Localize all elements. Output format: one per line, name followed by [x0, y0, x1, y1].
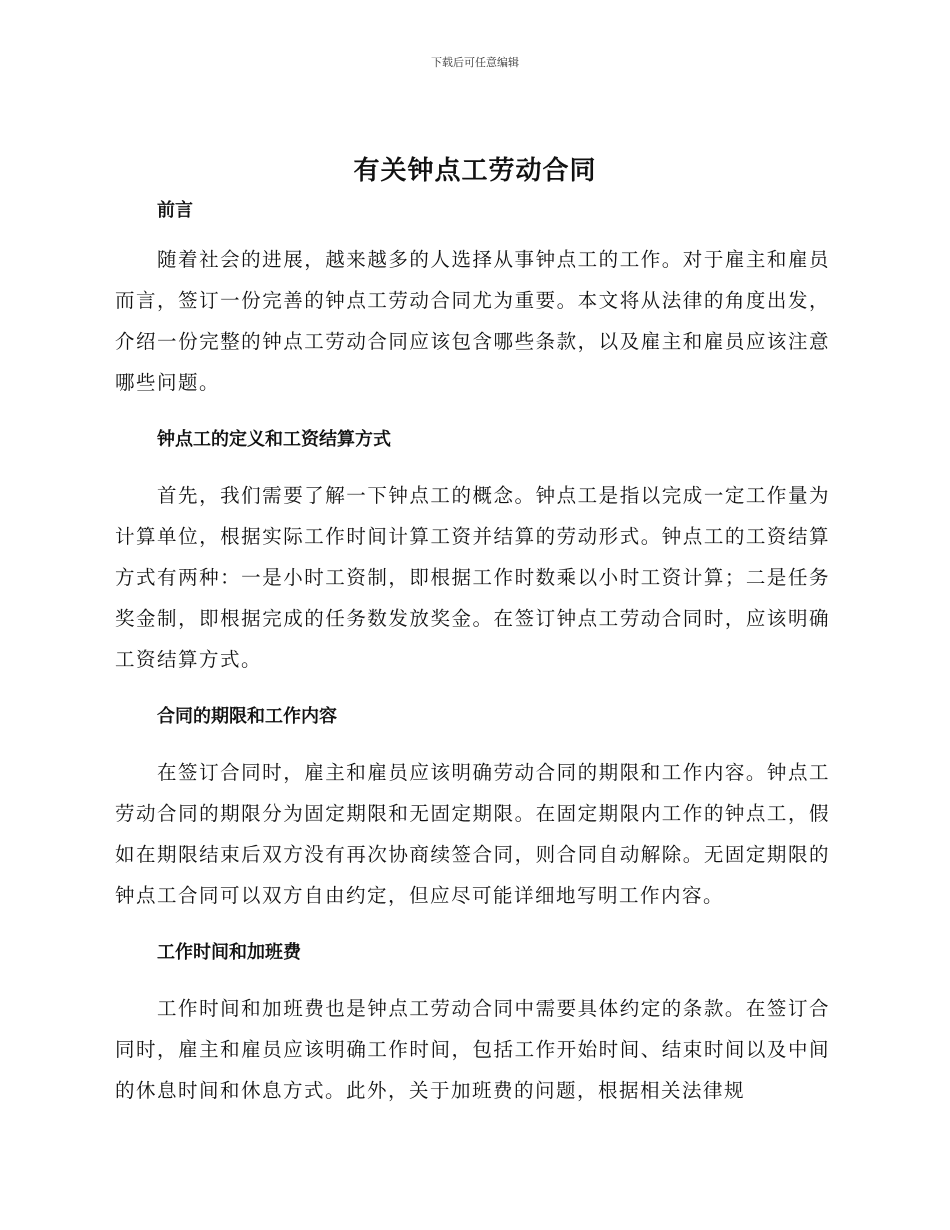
section-paragraph-definition: 首先，我们需要了解一下钟点工的概念。钟点工是指以完成一定工作量为计算单位，根据实际工作时间计算工资并结算的劳动形式。钟点工的工资结算方式有两种：一是小时工资制，即根据工作时数乘以小时工资计算；二是任务奖金制，即根据完成的任务数发放奖金。在签订钟点工劳动合同时，应该明确工资结算方式。	[115, 484, 830, 671]
section-heading-overtime: 工作时间和加班费	[157, 942, 301, 963]
section-heading-term: 合同的期限和工作内容	[157, 706, 337, 727]
section-paragraph-preface: 随着社会的进展，越来越多的人选择从事钟点工的工作。对于雇主和雇员而言，签订一份完善的钟点工劳动合同尤为重要。本文将从法律的角度出发，介绍一份完整的钟点工劳动合同应该包含哪些条款，以及雇主和雇员应该注意哪些问题。	[115, 248, 830, 394]
section-paragraph-overtime: 工作时间和加班费也是钟点工劳动合同中需要具体约定的条款。在签订合同时，雇主和雇员应该明确工作时间，包括工作开始时间、结束时间以及中间的休息时间和休息方式。此外，关于加班费的问题，根据相关法律规	[115, 997, 830, 1102]
section-paragraph-term: 在签订合同时，雇主和雇员应该明确劳动合同的期限和工作内容。钟点工劳动合同的期限分为固定期限和无固定期限。在固定期限内工作的钟点工，假如在期限结束后双方没有再次协商续签合同，则合同自动解除。无固定期限的钟点工合同可以双方自由约定，但应尽可能详细地写明工作内容。	[115, 761, 830, 907]
document-body	[115, 191, 830, 1111]
section-heading-definition: 钟点工的定义和工资结算方式	[157, 429, 391, 450]
section-heading-preface: 前言	[157, 200, 193, 221]
document-title: 有关钟点工劳动合同	[353, 156, 597, 186]
header-note: 下载后可任意编辑	[431, 56, 519, 69]
